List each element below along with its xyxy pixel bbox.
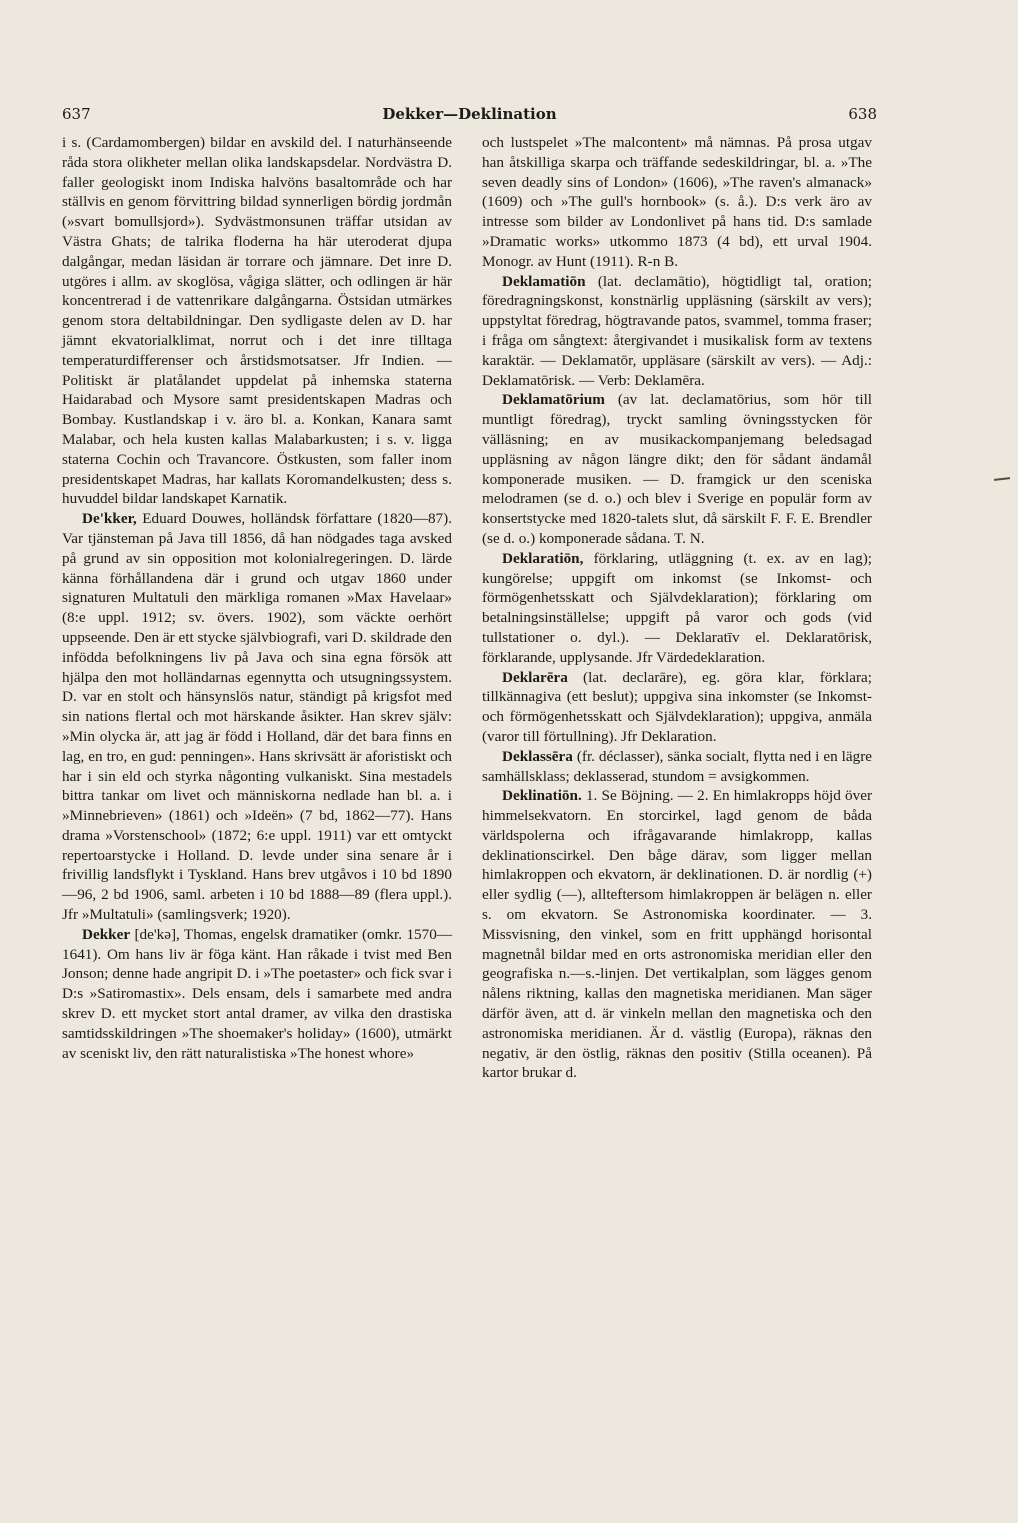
article-body: [de'kə], Thomas, engelsk dramatiker (omkr. 1570—1641). Om hans liv är föga känt. Han råkade i tvist med Ben Jonson; denne hade angripit D. i »The poetaster» och fick svar i D:s »Satiromastix». Dels ensam, dels i samarbete med andra skrev D. ett mycket stort antal dramer, av vilka den drastiska samtidsskildringen »The shoemaker's holiday» (1600), utmärkt av sceniskt liv, den rätt naturalistiska »The honest whore» [62, 925, 453, 1062]
left-column [62, 133, 452, 1063]
page-number-left: 637 [62, 105, 91, 123]
article-deklaration [482, 549, 872, 668]
article-continuation-dekker: och lustspelet »The malcontent» må nämnas. På prosa utgav han åtskilliga skarpa och träffande sedeskildringar, bl. a. »The seven deadly sins of London» (1606), »The raven's almanack» (1609) och »The gull's hornbook» (s. å.). D:s verk äro av intresse som bilder av Londonlivet på hans tid. D:s samlade »Dramatic works» utkommo 1873 (4 bd), ett urval 1904. Monogr. av Hunt (1911). R-n B. [482, 134, 872, 270]
article-body: 1. Se Böjning. — 2. En himlakropps höjd över himmelsekvatorn. En storcirkel, lagd genom de båda världspolerna och ifrågavarande himlakropp, kallas deklinationscirkel. Den båge därav, som ligger mellan himlakroppen och ekvatorn, är deklinationen. D. är nordlig (+) eller sydlig (—), allteftersom himlakroppen är belägen n. eller s. om ekvatorn. Se Astronomiska koordinater. — 3. Missvisning, den vinkel, som en fritt upphängd horisontal magnetnål bildar med en orts astronomiska meridian eller den geografiska n.—s.-linjen. Det vertikalplan, som lägges genom nålens riktning, kallas den magnetiska meridianen. Man säger därför även, att d. är vinkeln mellan den magnetiska och den astronomiska meridianen. Är d. västlig (Europa), räknas den negativ, är den östlig, räknas den positiv (Stilla oceanen). På kartor brukar d. [482, 787, 873, 1082]
article-body: förklaring, utläggning (t. ex. av en lag); kungörelse; uppgift om inkomst (se Inkomst- och förmögenhetsskatt och Självdeklaration); förklaring om betalningsinställelse; uppgift på varor och gods (vid tullstationer o. dyl.). — Deklaratīv el. Deklaratōrisk, förklarande, upplysande. Jfr Värdedeklaration. [482, 549, 872, 666]
article-body: (fr. déclasser), sänka socialt, flytta ned i en lägre samhällsklass; deklasserad, stundom = avsigkommen. [482, 747, 872, 785]
headword: Deklinatiōn. [502, 787, 582, 805]
article-deklamatorium [482, 390, 872, 548]
article-body: (av lat. declamatōrius, som hör till muntligt föredrag), tryckt samling övningsstycken för välläsning; en av musikackompanjemang beledsagad uppläsning av någon längre dikt; den för sådant ändamål komponerade musiken. — D. framgick ur den sceniska melodramen (se d. o.) och blev i Sverige en populär form av konsertstycke med 1820-talets slut, då särskilt F. F. E. Brendler (se d. o.) komponerade sådana. T. N. [482, 391, 873, 547]
right-column [482, 133, 872, 1083]
article-body: (lat. declarāre), eg. göra klar, förklara; tillkännagiva (ett beslut); uppgiva sina inkomster (se Inkomst- och förmögenhetsskatt och Självdeklaration); uppgiva, anmäla (varor till förtullning). Jfr Deklaration. [482, 668, 872, 745]
headword: De'kker, [82, 510, 137, 528]
article-deklassera [482, 747, 872, 787]
article-body: Eduard Douwes, holländsk författare (1820—87). Var tjänsteman på Java till 1856, då han nödgades taga avsked på grund av sin opposition mot kolonialregeringen. D. lärde känna förhållandena där i grund och utgav 1860 under signaturen Multatuli den märkliga romanen »Max Havelaar» (8:e uppl. 1912; sv. övers. 1902), som väckte oerhört uppseende. Den är ett stycke självbiografi, vari D. skildrade den infödda befolkningens liv på Java och sina egna försök att hjälpa den mot holländarnas egennytta och utsugningssystem. D. var en stolt och hänsynslös natur, ständigt på krigsfot med sin nations flertal och mot härskande åsikter. Han skrev själv: »Min olycka är, att jag är född i Holland, där det bara finns en lag, en tro, en gud: penningen». Hans skrivsätt är aforistiskt och har i sin eld och styrka någonting vulkaniskt. Sina mestadels bittra tankar om livet och människorna nedlade han bl. a. i »Minnebrieven» (1861) och »Ideën» (7 bd, 1862—77). Hans drama »Vorstenschool» (1872; 6:e uppl. 1911) var ett omtyckt repertoarstycke i Holland. D. levde under sina senare år i frivillig landsflykt i Tyskland. Hans brev utgåvos i 10 bd 1890—96, 2 bd 1906, saml. arbeten i 10 bd 1888—89 (flera uppl.). Jfr »Multatuli» (samlingsverk; 1920). [62, 510, 452, 924]
article-dekker-thomas [62, 925, 452, 1064]
headword: Deklassēra [502, 747, 573, 765]
margin-mark [994, 477, 1010, 481]
article-dekker-eduard [62, 509, 452, 925]
running-head [62, 104, 877, 124]
headword: Deklarēra [502, 668, 568, 686]
article-continuation-dekkan: i s. (Cardamombergen) bildar en avskild del. I naturhänseende råda stora olikheter mellan olika landskapsdelar. Nordvästra D. faller geologiskt inom Indiska halvöns basaltområde och har ställvis en genom förvittring bildad synnerligen bördig jordmån (»svart bomullsjord»). Sydvästmonsunen träffar utsidan av Västra Ghats; de talrika floderna ha här uteroderat djupa dalgångar, medan läsidan är torrare och jämnare. Det inre D. utgöres i allm. av skoglösa, vågiga slätter, och odlingen är här koncentrerad i de vattenrikare dalgångarna. Östsidan utmärkes genom stora deltabildningar. Den sydligaste delen av D. har jämnt ekvatorialklimat, norrut och i det inre tilltaga temperaturdifferenser och årstidsmotsatser. Jfr Indien. — Politiskt är platålandet uppdelat på inhemska staterna Haidarabad och Mysore samt presidentskapen Madras och Bombay. Kustlandskap i v. äro bl. a. Konkan, Kanara samt Malabar, och hela kusten kallas Malabarkusten; i s. v. ligga staterna Cochin och Travancore. Östkusten, som faller inom presidentskapet Madras, har kallats Koromandelkusten; dess s. huvuddel bildar landskapet Karnatik. [62, 134, 452, 508]
page-title: Dekker—Deklination [382, 105, 557, 123]
headword: Dekker [82, 925, 131, 943]
headword: Deklamatiōn [502, 272, 586, 290]
article-deklination [482, 786, 872, 1083]
article-deklarera [482, 668, 872, 747]
headword: Deklamatōrium [502, 391, 605, 409]
article-body: (lat. declamātio), högtidligt tal, oration; föredragningskonst, konstnärlig uppläsning (särskilt av vers); uppstyltat föredrag, högtravande patos, svammel, tomma fraser; i fråga om sångtext: återgivandet i musikalisk form av textens karaktär. — Deklamatōr, uppläsare (särskilt av vers). — Adj.: Deklamatōrisk. — Verb: Deklamēra. [482, 272, 873, 389]
headword: Deklaratiōn, [502, 549, 584, 567]
page-number-right: 638 [848, 105, 877, 123]
article-deklamation [482, 272, 872, 391]
